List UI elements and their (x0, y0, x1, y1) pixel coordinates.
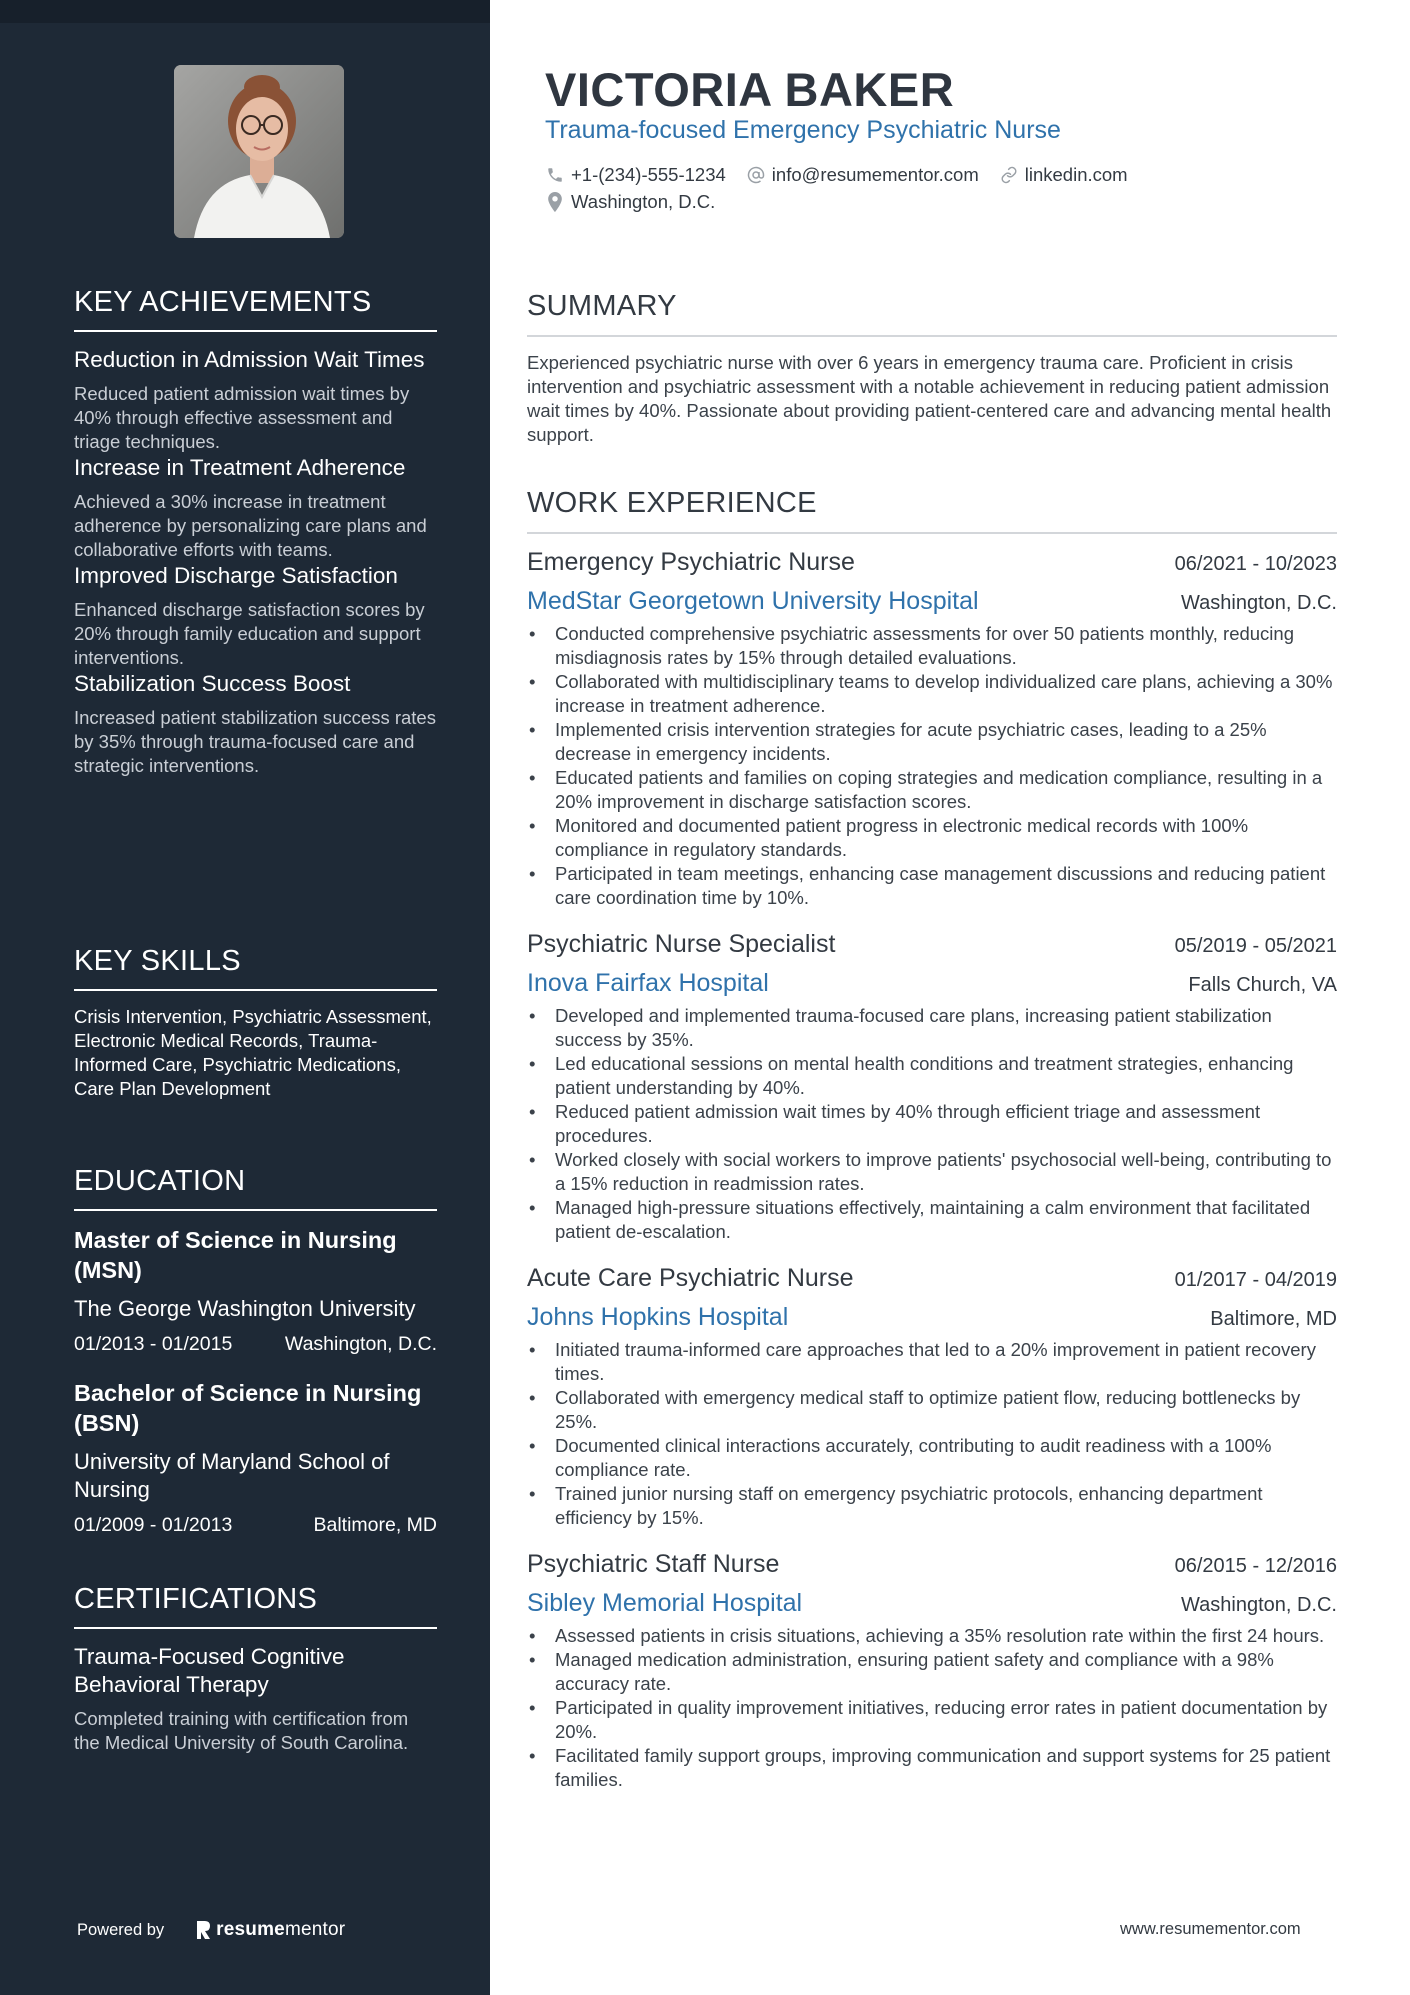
summary-heading: SUMMARY (527, 290, 1337, 337)
job-title: Acute Care Psychiatric Nurse (527, 1264, 854, 1292)
job-dates: 01/2017 - 04/2019 (1174, 1269, 1337, 1291)
job-bullet: • Developed and implemented trauma-focused care plans, increasing patient stabilization success by 35%. (527, 1004, 1337, 1052)
portrait-image (174, 65, 344, 238)
job-bullets (527, 1338, 1337, 1530)
resumementor-logo-icon (196, 1920, 211, 1940)
job-title: Psychiatric Staff Nurse (527, 1550, 780, 1578)
achievement-title: Increase in Treatment Adherence (74, 455, 406, 480)
at-sign-icon (746, 165, 766, 185)
job-company: Inova Fairfax Hospital (527, 969, 769, 997)
job-subheader (527, 1579, 1337, 1618)
job-bullet: • Conducted comprehensive psychiatric assessments for over 50 patients monthly, reducing misdiagnosis rates by 15% through detailed evaluations. (527, 622, 1337, 670)
powered-by-label: Powered by (77, 1920, 165, 1939)
resumementor-logo[interactable] (196, 1919, 345, 1941)
link-icon (999, 165, 1019, 185)
achievement-item (74, 346, 437, 454)
job-bullets (527, 1004, 1337, 1244)
job-bullet: • Facilitated family support groups, improving communication and support systems for 25 patient families. (527, 1744, 1337, 1792)
contact-linkedin[interactable] (999, 164, 1128, 186)
education-location: Washington, D.C. (284, 1333, 437, 1355)
powered-by (77, 1919, 345, 1941)
job-bullet: • Educated patients and families on coping strategies and medication compliance, resulting in a 20% improvement in discharge satisfaction scores. (527, 766, 1337, 814)
job-subheader (527, 577, 1337, 616)
job-bullet: • Managed high-pressure situations effectively, maintaining a calm environment that facilitated patient de-escalation. (527, 1196, 1337, 1244)
job-bullet: • Participated in quality improvement initiatives, reducing error rates in patient documentation by 20%. (527, 1696, 1337, 1744)
phone-text: +1-(234)-555-1234 (571, 164, 726, 185)
education-heading: EDUCATION (74, 1165, 437, 1211)
skills-list: Crisis Intervention, Psychiatric Assessment, Electronic Medical Records, Trauma-Informed Care, Psychiatric Medications, Care Plan Development (74, 1006, 432, 1099)
job-entry (527, 1264, 1337, 1530)
achievement-item (74, 454, 437, 562)
main-content (490, 0, 1410, 1995)
job-bullet: • Assessed patients in crisis situations, achieving a 35% resolution rate within the first 24 hours. (527, 1624, 1337, 1648)
achievement-item (74, 562, 437, 670)
contact-row-2 (545, 191, 735, 213)
brand-light: mentor (284, 1919, 346, 1940)
job-location: Baltimore, MD (1210, 1308, 1337, 1330)
job-company: Johns Hopkins Hospital (527, 1303, 789, 1331)
education-school: University of Maryland School of Nursing (74, 1449, 390, 1502)
candidate-name: VICTORIA BAKER (545, 63, 955, 116)
skills-section (74, 945, 437, 1101)
contact-location (545, 191, 715, 213)
education-item (74, 1378, 437, 1537)
contact-row (545, 164, 1148, 186)
certifications-heading: CERTIFICATIONS (74, 1583, 437, 1629)
summary-section (527, 290, 1337, 447)
job-location: Falls Church, VA (1188, 974, 1337, 996)
summary-text: Experienced psychiatric nurse with over 6 years in emergency trauma care. Proficient in crisis intervention and psychiatric assessment with a notable achievement in reducing patient admission wait times by 40%. Passionate about providing patient-centered care and advancing mental health support. (527, 352, 1332, 445)
brand-bold: resume (216, 1919, 285, 1940)
achievement-title: Stabilization Success Boost (74, 671, 351, 696)
job-entry (527, 548, 1337, 910)
job-title: Psychiatric Nurse Specialist (527, 930, 836, 958)
job-dates: 06/2021 - 10/2023 (1174, 553, 1337, 575)
phone-icon (545, 165, 565, 185)
contact-phone[interactable] (545, 164, 726, 186)
job-header (527, 930, 1337, 959)
achievement-desc: Achieved a 30% increase in treatment adherence by personalizing care plans and collaborative efforts with teams. (74, 491, 427, 560)
certification-desc: Completed training with certification from the Medical University of South Carolina. (74, 1708, 409, 1753)
contact-email[interactable] (746, 164, 979, 186)
achievement-desc: Reduced patient admission wait times by 40% through effective assessment and triage techniques. (74, 383, 410, 452)
education-location: Baltimore, MD (313, 1514, 437, 1536)
email-text: info@resumementor.com (771, 164, 979, 185)
job-bullet: • Participated in team meetings, enhancing case management discussions and reducing patient care coordination time by 10%. (527, 862, 1337, 910)
achievement-list (74, 346, 437, 778)
education-dates: 01/2009 - 01/2013 (74, 1514, 233, 1536)
job-bullet: • Trained junior nursing staff on emergency psychiatric protocols, enhancing department efficiency by 15%. (527, 1482, 1337, 1530)
job-header (527, 1264, 1337, 1293)
job-bullet: • Managed medication administration, ensuring patient safety and compliance with a 98% accuracy rate. (527, 1648, 1337, 1696)
job-bullet: • Collaborated with multidisciplinary teams to develop individualized care plans, achieving a 30% increase in treatment adherence. (527, 670, 1337, 718)
job-bullet: • Worked closely with social workers to improve patients' psychosocial well-being, contributing to a 15% reduction in readmission rates. (527, 1148, 1337, 1196)
achievements-section (74, 286, 437, 778)
education-section (74, 1165, 437, 1537)
job-dates: 05/2019 - 05/2021 (1174, 935, 1337, 957)
job-company: Sibley Memorial Hospital (527, 1589, 803, 1617)
avatar (174, 65, 344, 238)
job-title: Emergency Psychiatric Nurse (527, 548, 855, 576)
skills-heading: KEY SKILLS (74, 945, 437, 991)
linkedin-text: linkedin.com (1024, 164, 1128, 185)
job-bullet: • Initiated trauma-informed care approaches that led to a 20% improvement in patient recovery times. (527, 1338, 1337, 1386)
experience-heading: WORK EXPERIENCE (527, 487, 1337, 534)
achievement-item (74, 670, 437, 778)
certifications-section (74, 1583, 437, 1755)
education-school: The George Washington University (74, 1296, 416, 1321)
job-bullet: • Reduced patient admission wait times by 40% through efficient triage and assessment procedures. (527, 1100, 1337, 1148)
education-degree: Master of Science in Nursing (MSN) (74, 1227, 397, 1283)
candidate-title: Trauma-focused Emergency Psychiatric Nurse (545, 116, 1061, 144)
job-subheader (527, 959, 1337, 998)
job-subheader (527, 1293, 1337, 1332)
location-pin-icon (545, 192, 565, 212)
achievement-title: Improved Discharge Satisfaction (74, 563, 398, 588)
job-company: MedStar Georgetown University Hospital (527, 587, 979, 615)
job-bullet: • Implemented crisis intervention strategies for acute psychiatric cases, leading to a 25% decrease in emergency incidents. (527, 718, 1337, 766)
achievement-title: Reduction in Admission Wait Times (74, 347, 425, 372)
job-location: Washington, D.C. (1181, 1594, 1337, 1616)
job-location: Washington, D.C. (1181, 592, 1337, 614)
sidebar-top-bar (0, 0, 490, 23)
sidebar (0, 0, 490, 1995)
achievement-desc: Enhanced discharge satisfaction scores by 20% through family education and support interventions. (74, 599, 425, 668)
job-entry (527, 1550, 1337, 1792)
achievements-heading: KEY ACHIEVEMENTS (74, 286, 437, 332)
job-header (527, 548, 1337, 577)
education-item (74, 1225, 437, 1356)
education-dates: 01/2013 - 01/2015 (74, 1333, 233, 1355)
education-meta (74, 1333, 437, 1356)
job-bullet: • Documented clinical interactions accurately, contributing to audit readiness with a 100% compliance rate. (527, 1434, 1337, 1482)
experience-section (527, 487, 1337, 1792)
job-bullet: • Collaborated with emergency medical staff to optimize patient flow, reducing bottlenecks by 25%. (527, 1386, 1337, 1434)
certification-title: Trauma-Focused Cognitive Behavioral Therapy (74, 1644, 345, 1697)
job-bullets (527, 1624, 1337, 1792)
certification-item (74, 1643, 437, 1755)
website-link[interactable]: www.resumementor.com (1120, 1920, 1301, 1938)
job-dates: 06/2015 - 12/2016 (1174, 1555, 1337, 1577)
achievement-desc: Increased patient stabilization success rates by 35% through trauma-focused care and strategic interventions. (74, 707, 436, 776)
education-meta (74, 1514, 437, 1537)
education-degree: Bachelor of Science in Nursing (BSN) (74, 1380, 422, 1436)
job-entry (527, 930, 1337, 1244)
job-bullets (527, 622, 1337, 910)
job-bullet: • Led educational sessions on mental health conditions and treatment strategies, enhancing patient understanding by 40%. (527, 1052, 1337, 1100)
job-header (527, 1550, 1337, 1579)
location-text: Washington, D.C. (571, 191, 716, 212)
job-bullet: • Monitored and documented patient progress in electronic medical records with 100% compliance in regulatory standards. (527, 814, 1337, 862)
